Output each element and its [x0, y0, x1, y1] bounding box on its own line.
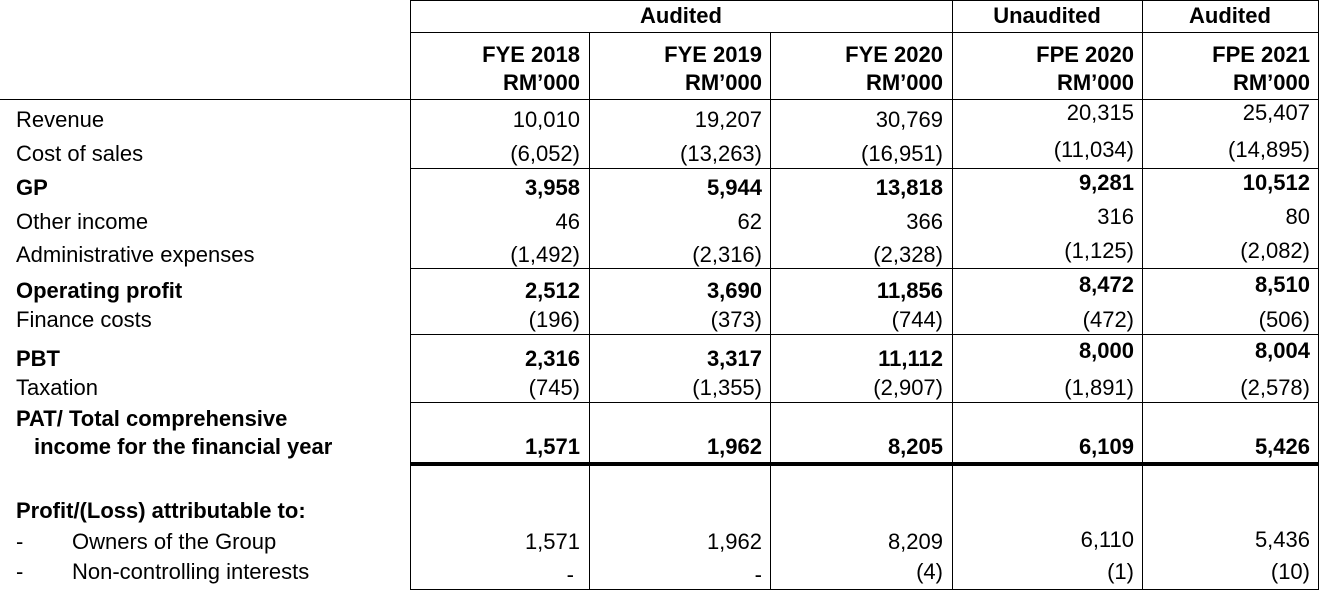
- cell-value: (1): [1107, 559, 1134, 584]
- row-label-gp: GP: [16, 175, 48, 200]
- cell-value: 80: [1285, 204, 1310, 229]
- cell-value: 19,207: [694, 107, 762, 132]
- row-label-owners: Owners of the Group: [72, 529, 277, 554]
- cell-value: 62: [737, 209, 762, 234]
- cell-value: 1,571: [524, 434, 580, 459]
- column-header-period: FYE 2020: [845, 42, 943, 67]
- cell-value: 6,110: [1080, 527, 1134, 552]
- cell-value: 5,426: [1254, 434, 1310, 459]
- cell-value: 9,281: [1078, 170, 1134, 195]
- cell-value: (10): [1270, 559, 1310, 584]
- group-header-unaudited: Unaudited: [993, 3, 1101, 28]
- row-label-other-income: Other income: [16, 209, 149, 234]
- cell-value: 46: [555, 209, 580, 234]
- cell-value: (6,052): [510, 141, 580, 166]
- cell-value: (2,578): [1240, 375, 1310, 400]
- cell-value: (1,125): [1064, 238, 1134, 263]
- subtotal-line-pat: [410, 402, 1319, 403]
- cell-value: 1,962: [706, 434, 762, 459]
- cell-value: 8,209: [887, 529, 943, 554]
- row-label-pbt: PBT: [16, 346, 60, 371]
- cell-value: 3,317: [706, 346, 762, 371]
- cell-value: 8,205: [887, 434, 943, 459]
- group-header-audited: Audited: [640, 3, 722, 28]
- column-header-unit: RM’000: [865, 70, 943, 95]
- row-label-pat-line1: PAT/ Total comprehensive: [16, 406, 288, 431]
- cell-value: (2,316): [692, 242, 762, 267]
- column-header-period: FPE 2021: [1212, 42, 1310, 67]
- cell-value: (373): [710, 307, 762, 332]
- group-header-audited-2: Audited: [1189, 3, 1271, 28]
- cell-value: 2,316: [524, 346, 580, 371]
- table-border-right: [1318, 0, 1319, 590]
- cell-value: 316: [1097, 204, 1134, 229]
- cell-value: -: [566, 562, 574, 587]
- cell-value: (2,082): [1240, 238, 1310, 263]
- cell-value: 10,512: [1242, 170, 1310, 195]
- cell-value: 366: [906, 209, 943, 234]
- column-header-period: FYE 2019: [664, 42, 762, 67]
- cell-value: 8,000: [1078, 338, 1134, 363]
- cell-value: 13,818: [875, 175, 943, 200]
- column-header-unit: RM’000: [1056, 70, 1134, 95]
- cell-value: 1,962: [706, 529, 762, 554]
- cell-value: 10,010: [512, 107, 580, 132]
- row-label-administrative-expenses: Administrative expenses: [16, 242, 255, 267]
- cell-value: (196): [528, 307, 580, 332]
- column-header-unit: RM’000: [1232, 70, 1310, 95]
- cell-value: 20,315: [1066, 100, 1134, 125]
- column-header-period: FYE 2018: [482, 42, 580, 67]
- bullet-dash: -: [16, 559, 24, 584]
- total-double-line: [410, 462, 1319, 466]
- cell-value: 6,109: [1078, 434, 1134, 459]
- cell-value: (506): [1258, 307, 1310, 332]
- cell-value: 3,958: [524, 175, 580, 200]
- cell-value: (2,907): [873, 375, 943, 400]
- subtotal-line-gp: [410, 168, 1319, 169]
- row-label-operating-profit: Operating profit: [16, 278, 183, 303]
- attributable-title: Profit/(Loss) attributable to:: [16, 498, 306, 523]
- header-divider: [410, 32, 1319, 33]
- cell-value: (1,891): [1064, 375, 1134, 400]
- cell-value: 3,690: [706, 278, 762, 303]
- table-border-top: [410, 0, 1319, 1]
- column-header-period: FPE 2020: [1036, 42, 1134, 67]
- cell-value: 30,769: [875, 107, 943, 132]
- bullet-dash: -: [16, 529, 24, 554]
- row-label-finance-costs: Finance costs: [16, 307, 152, 332]
- cell-value: (1,492): [510, 242, 580, 267]
- cell-value: (472): [1082, 307, 1134, 332]
- subtotal-line-pbt: [410, 334, 1319, 335]
- cell-value: (16,951): [861, 141, 943, 166]
- cell-value: (744): [891, 307, 943, 332]
- cell-value: 8,510: [1254, 272, 1310, 297]
- cell-value: 25,407: [1242, 100, 1310, 125]
- row-label-pat-line2: income for the financial year: [34, 434, 333, 459]
- cell-value: 5,436: [1254, 527, 1310, 552]
- cell-value: 11,856: [876, 278, 943, 303]
- cell-value: (11,034): [1053, 137, 1134, 162]
- subtotal-line-op: [410, 268, 1319, 269]
- cell-value: 1,571: [524, 529, 580, 554]
- cell-value: -: [754, 562, 762, 587]
- row-label-taxation: Taxation: [16, 375, 98, 400]
- row-label-revenue: Revenue: [16, 107, 105, 132]
- cell-value: 8,004: [1254, 338, 1310, 363]
- cell-value: 2,512: [524, 278, 580, 303]
- cell-value: (2,328): [873, 242, 943, 267]
- table-border-bottom: [410, 589, 1319, 590]
- cell-value: 11,112: [878, 346, 943, 371]
- column-header-unit: RM’000: [684, 70, 762, 95]
- cell-value: (1,355): [692, 375, 762, 400]
- cell-value: 5,944: [706, 175, 762, 200]
- cell-value: (13,263): [680, 141, 762, 166]
- column-header-unit: RM’000: [502, 70, 580, 95]
- cell-value: (4): [916, 559, 943, 584]
- cell-value: 8,472: [1078, 272, 1134, 297]
- cell-value: (14,895): [1228, 137, 1310, 162]
- row-label-cost-of-sales: Cost of sales: [16, 141, 144, 166]
- row-label-nci: Non-controlling interests: [72, 559, 310, 584]
- cell-value: (745): [528, 375, 580, 400]
